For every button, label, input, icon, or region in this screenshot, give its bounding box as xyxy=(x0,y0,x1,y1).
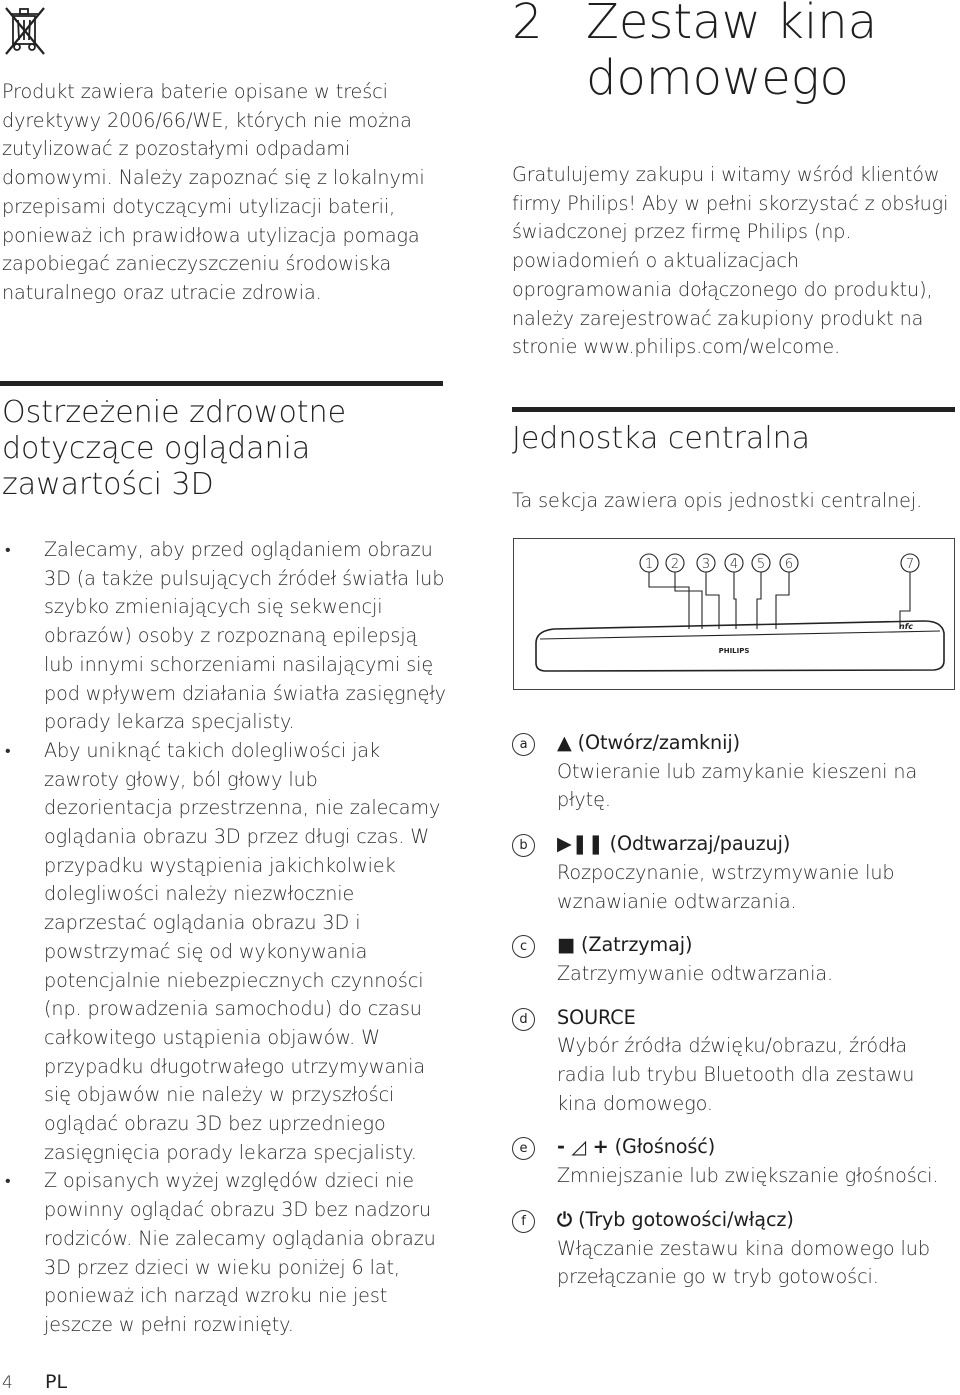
callout-label: 1 xyxy=(644,557,654,572)
item-number-badge: c xyxy=(512,935,535,958)
item-title: (Zatrzymaj) xyxy=(581,933,693,957)
item-heading xyxy=(557,830,960,859)
bullet-text: Zalecamy, aby przed oglądaniem obrazu 3D (a także pulsujących źródeł światła lub szybko zmieniających się sekwencji obrazów) osoby z rozpoznaną epilepsją lub innymi schorzeniami nasilającymi się pod wpływem działania światła zasięgnęły porady lekarza specjalisty. xyxy=(44,538,446,734)
item-title: (Tryb gotowości/włącz) xyxy=(578,1207,794,1231)
control-item-play-pause xyxy=(512,830,960,916)
item-heading xyxy=(557,729,960,758)
callout-label: 7 xyxy=(905,557,915,572)
item-title: (Odtwarzaj/pauzuj) xyxy=(609,832,791,856)
item-number-badge: f xyxy=(512,1210,535,1233)
bullet-text: Aby uniknąć takich dolegliwości jak zawroty głowy, ból głowy lub dezorientacja przestrzenna, nie zalecamy oglądania obrazu 3D przez długi czas. W przypadku wystąpienia jakichkolwiek dolegliwości należy niezwłocznie zaprzestać oglądania obrazu 3D i powstrzymać się od wykonywania potencjalnie niebezpiecznych czynności (np. prowadzenia samochodu) do czasu całkowitego ustąpienia objawów. W przypadku długotrwałego utrzymywania się objawów nie należy w przyszłości oglądać obrazu 3D bez uprzedniego zasięgnięcia porady lekarza specjalisty. xyxy=(44,738,441,1164)
page-number: 4 xyxy=(2,1373,13,1393)
section-rule-right xyxy=(512,407,955,412)
control-item-standby xyxy=(512,1206,960,1292)
bullet-item xyxy=(2,536,452,737)
main-unit-heading: Jednostka centralna xyxy=(512,421,811,456)
callout-label: 2 xyxy=(670,557,680,572)
control-item-open-close xyxy=(512,729,960,815)
item-heading xyxy=(557,931,960,960)
play-pause-icon: ▶❚❚ xyxy=(557,832,604,856)
power-icon: ⏻ xyxy=(557,1207,573,1231)
nfc-logo: nfc xyxy=(899,622,913,631)
disposal-paragraph: Produkt zawiera baterie opisane w treści dyrektywy 2006/66/WE, których nie można zutylizować z pozostałymi odpadami domowymi. Należy zapoznać się z lokalnymi przepisami dotyczącymi utylizacji baterii, ponieważ ich prawidłowa utylizacja pomaga zapobiegać zanieczyszczeniu środowiska naturalnego oraz utracie zdrowia. xyxy=(2,80,425,304)
item-number-badge: d xyxy=(512,1008,535,1031)
item-number-badge: e xyxy=(512,1137,535,1160)
item-heading xyxy=(557,1133,960,1162)
brand-logo: PHILIPS xyxy=(718,647,750,655)
warning-bullet-list xyxy=(2,536,452,1340)
item-description: Wybór źródła dźwięku/obrazu, źródła radia lub trybu Bluetooth dla zestawu kina domowego. xyxy=(557,1034,915,1115)
chapter-number: 2 xyxy=(512,0,543,50)
callout-label: 3 xyxy=(701,557,711,572)
item-description: Zatrzymywanie odtwarzania. xyxy=(557,961,833,985)
bullet-marker: • xyxy=(5,740,11,760)
volume-icon: - ◿ + xyxy=(557,1135,609,1159)
item-description: Zmniejszanie lub zwiększanie głośności. xyxy=(557,1164,939,1188)
bullet-text: Z opisanych wyżej względów dzieci nie powinny oglądać obrazu 3D bez nadzoru rodziców. Nie zalecamy oglądania obrazu 3D przez dzieci w wieku poniżej 6 lat, ponieważ ich narząd wzroku nie jest jeszcze w pełni rozwinięty. xyxy=(44,1169,436,1336)
bullet-item xyxy=(2,737,452,1168)
device-illustration xyxy=(514,539,954,689)
item-description: Włączanie zestawu kina domowego lub przełączanie go w tryb gotowości. xyxy=(557,1236,930,1289)
stop-icon: ■ xyxy=(557,933,576,957)
control-item-stop xyxy=(512,931,960,988)
crossed-bin-icon xyxy=(2,2,48,58)
item-heading xyxy=(557,1004,960,1033)
language-code: PL xyxy=(45,1371,68,1393)
item-heading xyxy=(557,1206,960,1235)
control-list xyxy=(512,729,960,1307)
intro-paragraph: Gratulujemy zakupu i witamy wśród klientów firmy Philips! Aby w pełni skorzystać z obsługi świadczonej przez firmę Philips (np. powiadomień o aktualizacjach oprogramowania dołączonego do produktu), należy zarejestrować zakupiony produkt na stronie www.philips.com/welcome. xyxy=(512,163,949,359)
bullet-item xyxy=(2,1167,452,1339)
main-unit-figure xyxy=(513,538,955,690)
bullet-marker: • xyxy=(5,1171,11,1191)
callout-label: 5 xyxy=(756,557,766,572)
control-item-source xyxy=(512,1004,960,1119)
item-description: Otwieranie lub zamykanie kieszeni na płytę. xyxy=(557,759,918,812)
health-warning-heading: Ostrzeżenie zdrowotne dotyczące oglądania zawartości 3D xyxy=(2,395,347,502)
main-unit-description: Ta sekcja zawiera opis jednostki centralnej. xyxy=(512,489,923,512)
bullet-marker: • xyxy=(5,540,11,559)
eject-icon: ▲ xyxy=(557,731,572,754)
callout-label: 6 xyxy=(784,557,794,572)
item-number-badge: a xyxy=(512,733,535,756)
item-number-badge: b xyxy=(512,834,535,857)
item-title: SOURCE xyxy=(557,1005,636,1029)
callout-label: 4 xyxy=(729,557,739,572)
item-description: Rozpoczynanie, wstrzymywanie lub wznawianie odtwarzania. xyxy=(557,860,895,913)
item-title: (Otwórz/zamknij) xyxy=(577,731,740,754)
control-item-volume xyxy=(512,1133,960,1190)
item-title: (Głośność) xyxy=(614,1135,716,1159)
chapter-title: Zestaw kina domowego xyxy=(586,0,878,106)
section-rule-left xyxy=(0,381,443,386)
